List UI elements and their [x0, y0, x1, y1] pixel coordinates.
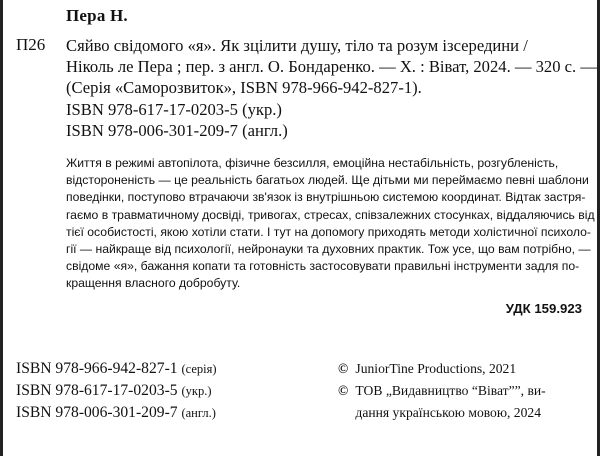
- isbn-number: ISBN 978-966-942-827-1: [16, 360, 178, 377]
- classification-code: П26: [16, 35, 46, 54]
- copyright-holder: ТОВ „Видавництво “Віват””, ви-: [355, 383, 546, 398]
- isbn-number: ISBN 978-617-17-0203-5: [16, 382, 178, 399]
- copyright-holder-continuation: дання українською мовою, 2024: [355, 405, 541, 420]
- isbn-note: (серія): [181, 362, 217, 376]
- copyright-line: [338, 380, 546, 402]
- copyright-icon: ©: [338, 383, 349, 398]
- isbn-list-bottom: [16, 358, 217, 424]
- annotation-text: [66, 155, 595, 293]
- author-name: Пера Н.: [66, 6, 128, 25]
- annotation-line: гії — найкраще від психології, нейронауки та духовних практик. Тож усе, що вам потрібно, —: [66, 242, 591, 257]
- biblio-line: Ніколь ле Пера ; пер. з англ. О. Бондаренко. — Х. : Віват, 2024. — 320 с. —: [66, 57, 597, 76]
- copyright-icon: ©: [338, 361, 349, 376]
- udk-code: УДК 159.923: [505, 301, 582, 316]
- isbn-number: ISBN 978-006-301-209-7: [16, 404, 178, 421]
- annotation-line: кращення власного добробуту.: [66, 276, 241, 291]
- isbn-entry: [16, 402, 217, 424]
- copyright-line: [338, 358, 546, 380]
- page-border-left: [0, 0, 3, 456]
- isbn-entry: [16, 358, 217, 380]
- isbn-note: (англ.): [181, 406, 216, 420]
- isbn-line: ISBN 978-617-17-0203-5 (укр.): [66, 100, 282, 119]
- annotation-line: відстороненість — це реальність багатьох людей. Ще дітьми ми переймаємо певні шаблони: [66, 173, 589, 188]
- isbn-note: (укр.): [181, 384, 212, 398]
- bibliographic-description: [66, 35, 597, 98]
- annotation-line: гаємо в травматичному досвіді, тривогах, стресах, співзалежних стосунках, віддаляючись від: [66, 207, 595, 222]
- annotation-line: поведінки, поступово втрачаючи зв'язок із внутрішньою системою координат. Відтак застря-: [66, 190, 586, 205]
- annotation-line: Життя в режимі автопілота, фізичне безсилля, емоційна нестабільність, розгубленість,: [66, 156, 559, 170]
- isbn-entry: [16, 380, 217, 402]
- isbn-list-top: [66, 99, 288, 141]
- copyright-notices: [338, 358, 546, 424]
- isbn-line: ISBN 978-006-301-209-7 (англ.): [66, 121, 288, 140]
- copyright-holder: JuniorTine Productions, 2021: [355, 361, 517, 376]
- annotation-line: тієї особистості, якою хотіли стати. І тут на допомогу приходять методи холістичної психоло-: [66, 224, 591, 239]
- copyright-line-continuation: [338, 402, 546, 424]
- biblio-line: Сяйво свідомого «я». Як зцілити душу, тіло та розум ізсередини /: [66, 36, 528, 55]
- biblio-line: (Серія «Саморозвиток», ISBN 978-966-942-827-1).: [66, 78, 422, 97]
- annotation-line: свідоме «я», бажання копати та готовність застосовувати правильні інструменти задля по-: [66, 259, 580, 274]
